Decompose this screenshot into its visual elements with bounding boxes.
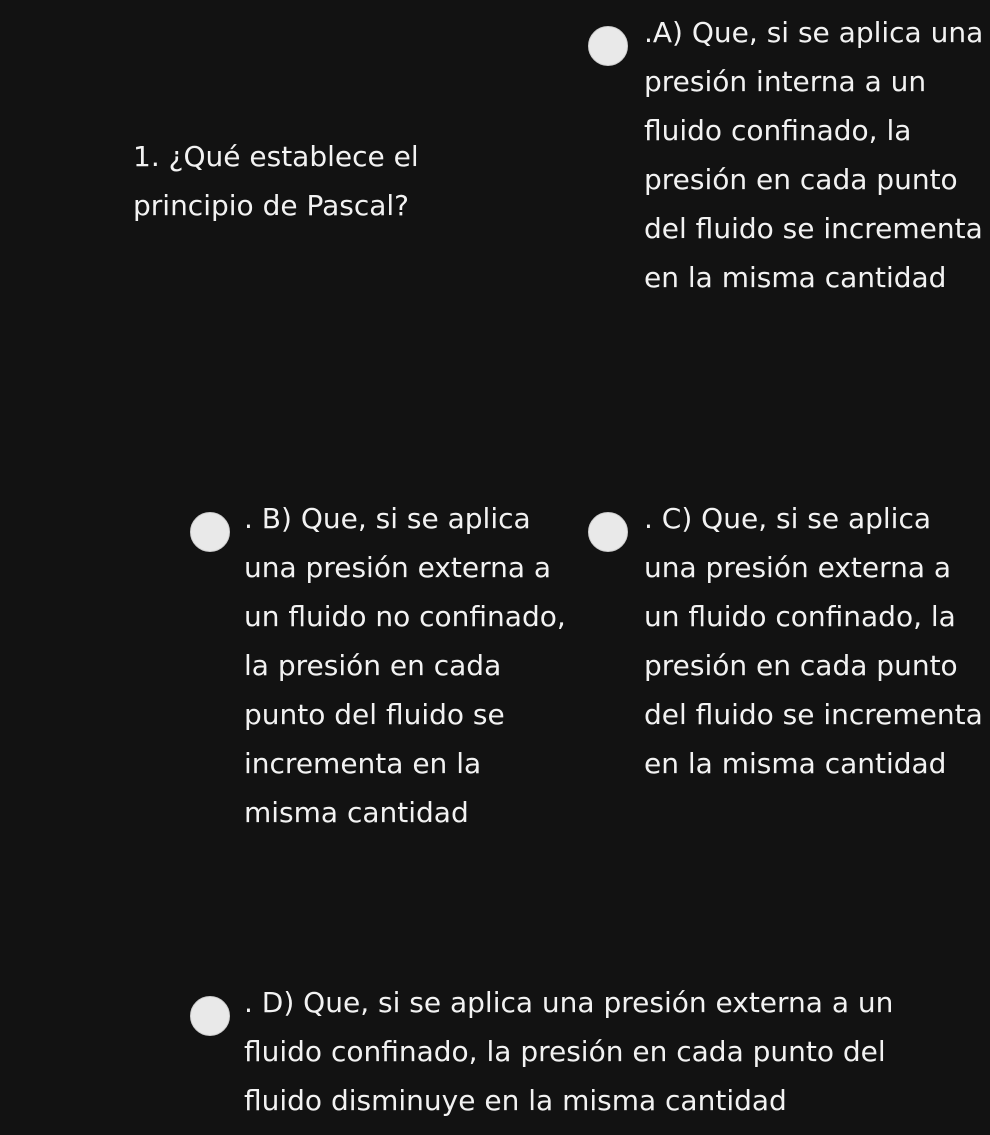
option-a-radio[interactable]: [588, 26, 628, 66]
option-d-label: . D) Que, si se aplica una presión externa a un fluido confinado, la presión en cada punto del fluido disminuye en la misma cantidad: [244, 986, 894, 1117]
option-d-radio[interactable]: [190, 996, 230, 1036]
option-c-label: . C) Que, si se aplica una presión externa a un fluido confinado, la presión en cada punto del fluido se incrementa en la misma cantidad: [644, 502, 983, 780]
option-c-radio[interactable]: [588, 512, 628, 552]
option-b-radio[interactable]: [190, 512, 230, 552]
option-a-label: .A) Que, si se aplica una presión interna a un fluido confinado, la presión en cada punto del fluido se incrementa en la misma cantidad: [644, 16, 984, 294]
option-b-label: . B) Que, si se aplica una presión externa a un fluido no confinado, la presión en cada punto del fluido se incrementa en la misma cantidad: [244, 502, 566, 829]
question-text: 1. ¿Qué establece el principio de Pascal?: [133, 140, 419, 222]
